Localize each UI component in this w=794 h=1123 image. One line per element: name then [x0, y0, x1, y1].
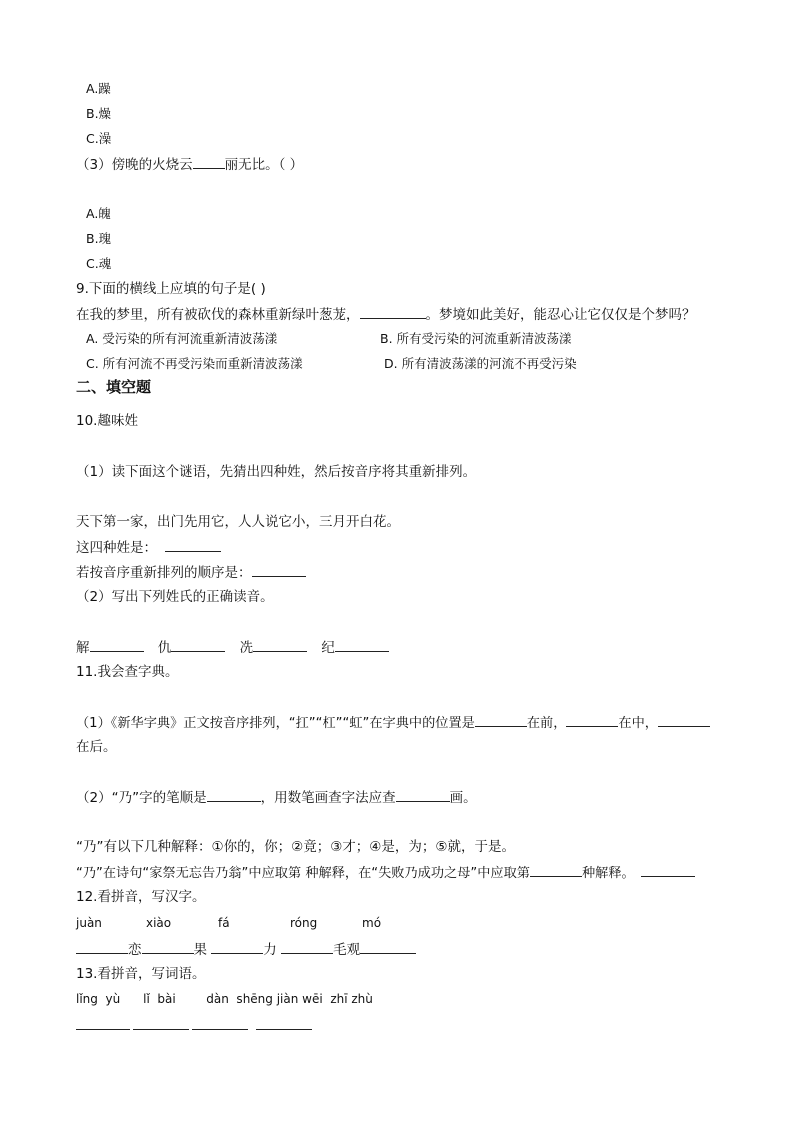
q11-part2	[76, 788, 477, 807]
pinyin-mo: mó	[362, 916, 382, 930]
answer-blank[interactable]	[281, 940, 333, 954]
option-a: A.躁	[86, 81, 111, 96]
answer-blank[interactable]	[658, 713, 710, 727]
char-guo: 果	[193, 942, 207, 958]
answer-blank[interactable]	[193, 155, 225, 169]
q9-options-row-2	[86, 355, 577, 373]
answer-blank[interactable]	[76, 1016, 130, 1030]
four-surnames-label: 这四种姓是：	[76, 540, 157, 556]
q10-riddle: 天下第一家，出门先用它，人人说它小，三月开白花。	[76, 514, 400, 530]
q11-p2-a: （2）“乃”字的笔顺是	[76, 790, 207, 806]
q8-3-before: （3）傍晚的火烧云	[76, 157, 193, 173]
q9-title: 9.下面的横线上应填的句子是( )	[76, 281, 266, 297]
q9-option-c: C. 所有河流不再受污染而重新清波荡漾	[86, 356, 303, 371]
answer-blank[interactable]	[165, 538, 221, 552]
pinyin-juan: juàn	[76, 916, 102, 930]
answer-blank[interactable]	[171, 638, 225, 652]
q10-reorder	[76, 563, 306, 582]
q9-option-b: B. 所有受污染的河流重新清波荡漾	[380, 331, 572, 346]
answer-blank[interactable]	[142, 940, 194, 954]
q9-option-a: A. 受污染的所有河流重新清波荡漾	[86, 331, 278, 346]
answer-blank[interactable]	[90, 638, 144, 652]
answer-blank[interactable]	[396, 788, 450, 802]
q11-p1-d: 在后。	[76, 739, 117, 755]
pinyin-fa: fá	[218, 916, 230, 930]
q11-p1-c: 在中，	[618, 716, 658, 731]
q13-pinyin: lǐng yù lǐ bài dàn shēng jiàn wēi zhī zhù	[76, 992, 373, 1006]
q11-p2-c: 画。	[449, 790, 477, 806]
q11-poem-b: 种解释。	[582, 866, 635, 881]
q12-pinyin-row	[76, 914, 436, 930]
answer-blank[interactable]	[335, 638, 389, 652]
q10-title: 10.趣味姓	[76, 413, 138, 429]
q11-poem-a: “乃”在诗句“家祭无忘告乃翁”中应取第 种解释，在“失败乃成功之母”中应取第	[76, 866, 530, 881]
q10-part2: （2）写出下列姓氏的正确读音。	[76, 589, 274, 605]
option-b: B.瑰	[86, 231, 112, 246]
q9-stem-before: 在我的梦里，所有被砍伐的森林重新绿叶葱茏，	[76, 307, 360, 323]
q10-part1: （1）读下面这个谜语，先猜出四种姓，然后按音序将其重新排列。	[76, 464, 477, 480]
answer-blank[interactable]	[566, 713, 618, 727]
surname-qiu: 仇	[157, 640, 172, 656]
q13-title: 13.看拼音，写词语。	[76, 966, 206, 982]
pinyin-xiao: xiào	[146, 916, 172, 930]
answer-blank[interactable]	[76, 940, 128, 954]
q9-stem-after: 。梦境如此美好，能忍心让它仅仅是个梦吗？	[425, 307, 696, 323]
q9-options-row-1	[86, 330, 572, 348]
q11-poem	[76, 863, 695, 883]
answer-blank[interactable]	[253, 638, 307, 652]
char-maoguan: 毛观	[333, 942, 361, 958]
q10-surname-row	[76, 638, 389, 657]
q12-title: 12.看拼音，写汉字。	[76, 889, 206, 905]
answer-blank[interactable]	[530, 863, 582, 877]
reorder-label: 若按音序重新排列的顺序是：	[76, 565, 252, 581]
q9-stem	[76, 305, 696, 324]
char-li: 力	[263, 942, 277, 958]
option-b: B.燥	[86, 106, 112, 121]
answer-blank[interactable]	[192, 1016, 248, 1030]
q11-p1-b: 在前，	[526, 716, 567, 731]
answer-blank[interactable]	[252, 563, 306, 577]
option-a: A.魄	[86, 206, 111, 221]
option-c: C.魂	[86, 256, 112, 271]
answer-blank[interactable]	[641, 863, 695, 877]
answer-blank[interactable]	[360, 940, 416, 954]
answer-blank[interactable]	[133, 1016, 189, 1030]
q8-3-stem	[76, 155, 303, 174]
q12-answer-row	[76, 940, 416, 959]
surname-xie: 解	[76, 640, 90, 656]
q10-four-surnames	[76, 538, 221, 557]
q11-p2-b: ，用数笔画查字法应查	[260, 790, 396, 806]
surname-ji: 纪	[321, 640, 335, 656]
q11-meanings: “乃”有以下几种解释：①你的，你；②竟；③才；④是，为；⑤就，于是。	[76, 839, 515, 855]
answer-blank[interactable]	[256, 1016, 312, 1030]
answer-blank[interactable]	[207, 788, 261, 802]
q13-answer-row	[76, 1016, 312, 1035]
answer-blank[interactable]	[475, 713, 527, 727]
q9-option-d: D. 所有清波荡漾的河流不再受污染	[384, 356, 577, 371]
char-lian: 恋	[128, 942, 142, 958]
option-c: C.澡	[86, 131, 112, 146]
answer-blank[interactable]	[211, 940, 263, 954]
q8-3-after: 丽无比。（ ）	[224, 157, 304, 173]
pinyin-rong: róng	[290, 916, 318, 930]
q11-p1-a: （1）《新华字典》正文按音序排列，“扛”“杠”“虹”在字典中的位置是	[76, 716, 475, 731]
surname-xian: 冼	[239, 640, 254, 656]
q11-title: 11.我会查字典。	[76, 664, 179, 680]
section-heading: 二、填空题	[76, 378, 152, 396]
q11-part1	[76, 713, 710, 733]
answer-blank[interactable]	[360, 305, 426, 319]
